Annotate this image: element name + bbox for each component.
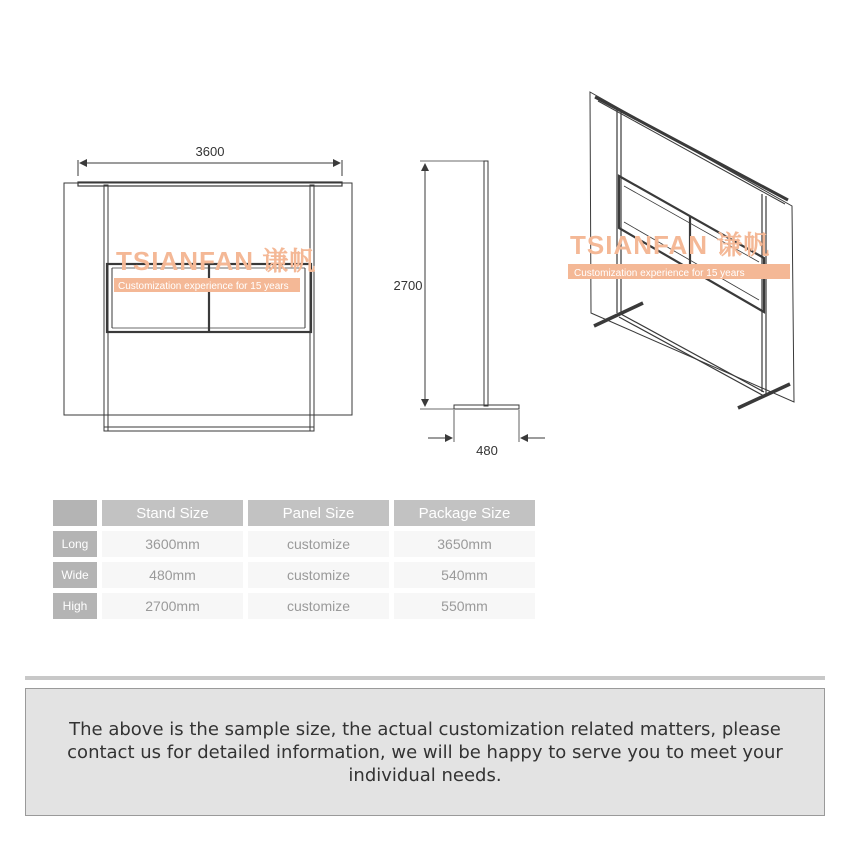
front-view: [64, 182, 352, 431]
perspective-top-bar: [595, 97, 788, 200]
side-view: [454, 161, 519, 409]
table-cell: 540mm: [394, 562, 535, 588]
size-table: [53, 500, 535, 620]
side-depth-label: 480: [476, 443, 498, 458]
note-box: [25, 688, 825, 816]
side-height-dimension: [420, 161, 484, 409]
side-height-label: 2700: [393, 278, 423, 293]
row-label-long: Long: [53, 531, 97, 557]
header-panel-size: Panel Size: [248, 500, 389, 526]
table-cell: 3600mm: [102, 531, 243, 557]
watermark-brand-perspective: TSIANFAN 谦帆: [570, 230, 771, 260]
table-cell: customize: [248, 531, 389, 557]
note-text: The above is the sample size, the actual customization related matters, please contact us for detailed information, we will be happy to serve you to meet your individual needs.: [67, 718, 783, 786]
row-label-high: High: [53, 593, 97, 619]
table-cell: 550mm: [394, 593, 535, 619]
header-package-size: Package Size: [394, 500, 535, 526]
table-cell: 2700mm: [102, 593, 243, 619]
side-post: [484, 161, 488, 406]
table-corner: [53, 500, 97, 526]
side-depth-dimension: [428, 410, 545, 442]
watermark-tagline-perspective: Customization experience for 15 years: [574, 268, 745, 279]
row-label-wide: Wide: [53, 562, 97, 588]
table-cell: 480mm: [102, 562, 243, 588]
divider: [25, 676, 825, 680]
watermark-brand-front: TSIANFAN 谦帆: [116, 246, 317, 276]
table-cell: customize: [248, 593, 389, 619]
watermark-tagline-front: Customization experience for 15 years: [118, 281, 289, 292]
table-cell: customize: [248, 562, 389, 588]
perspective-bottom-bar: [619, 313, 764, 392]
table-cell: 3650mm: [394, 531, 535, 557]
front-frame-bottom-bar: [104, 427, 314, 431]
front-width-label: 3600: [195, 144, 225, 159]
perspective-right-foot: [738, 384, 790, 408]
front-width-dimension: [78, 160, 342, 176]
header-stand-size: Stand Size: [102, 500, 243, 526]
